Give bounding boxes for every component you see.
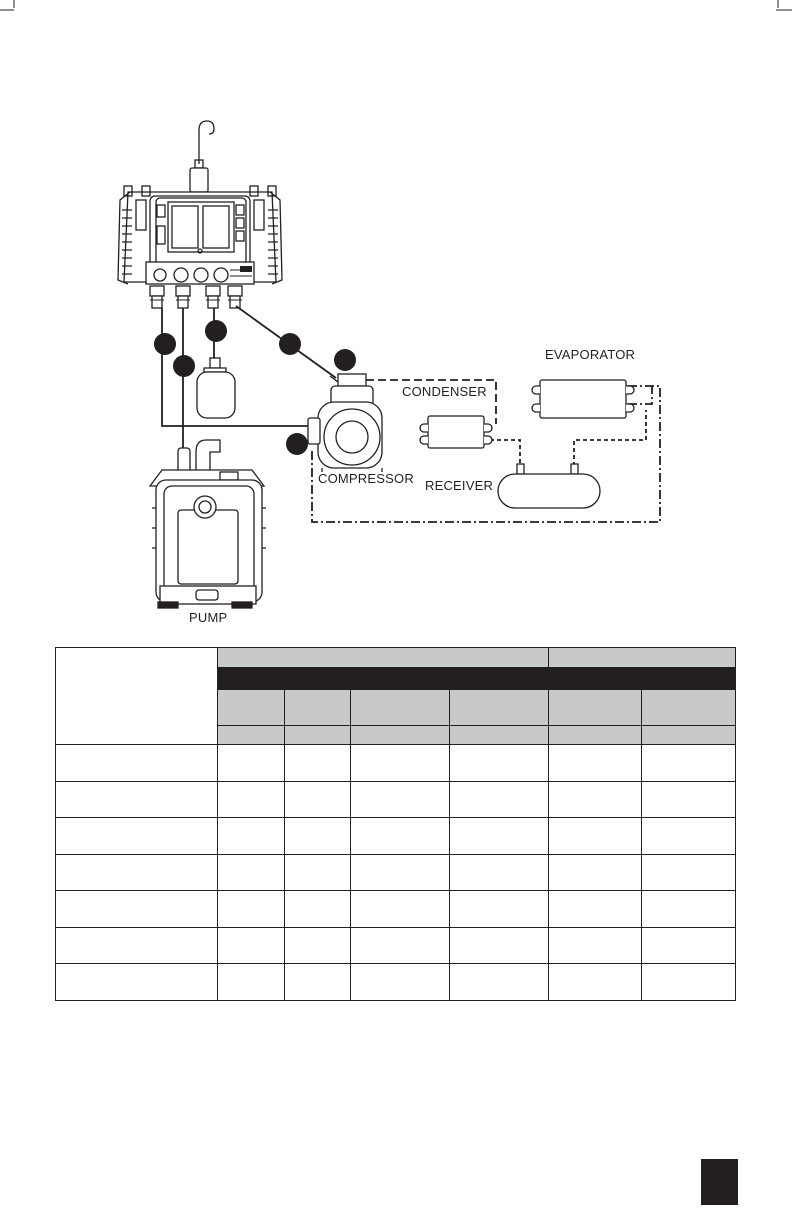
table-header-col-3 [351, 689, 450, 726]
table-row-header-cell [56, 781, 218, 818]
receiver [498, 464, 600, 508]
table-cell [351, 854, 450, 891]
table-cell [450, 818, 549, 855]
table-cell [218, 964, 285, 1001]
table-cell [218, 891, 285, 928]
table-cell [285, 927, 351, 964]
table-cell [351, 818, 450, 855]
table-cell [642, 781, 736, 818]
table-row [56, 745, 736, 782]
table-row-header-cell [56, 818, 218, 855]
label-pump: PUMP [189, 610, 228, 625]
table-unit-col-1 [218, 726, 285, 745]
table-unit-col-6 [642, 726, 736, 745]
table-cell [549, 818, 642, 855]
table-cell [450, 927, 549, 964]
table-cell [450, 891, 549, 928]
callout-marker-1 [154, 333, 176, 355]
table-cell [351, 964, 450, 1001]
table-row-header-cell [56, 964, 218, 1001]
table-cell [642, 818, 736, 855]
table-body [56, 745, 736, 1001]
table-cell [351, 745, 450, 782]
callout-marker-4 [279, 333, 301, 355]
evaporator [532, 380, 634, 418]
page-number-tab [701, 1159, 738, 1205]
table-row-header-cell [56, 745, 218, 782]
table-cell [218, 854, 285, 891]
label-condenser: CONDENSER [402, 384, 487, 399]
callout-marker-2 [173, 355, 195, 377]
table-cell [218, 927, 285, 964]
condenser [420, 416, 492, 448]
table-cell [549, 854, 642, 891]
label-receiver: RECEIVER [425, 478, 494, 493]
table-unit-col-4 [450, 726, 549, 745]
table-header-row-group [56, 648, 736, 668]
table-cell [218, 781, 285, 818]
table-cell [285, 818, 351, 855]
table-row [56, 891, 736, 928]
table-cell [285, 854, 351, 891]
crop-mark-left [0, 0, 14, 10]
callout-marker-3 [205, 320, 227, 342]
compressor [308, 374, 382, 472]
manifold-gauge [118, 121, 282, 308]
table-cell [218, 745, 285, 782]
table-header-col-5 [549, 689, 642, 726]
table-cell [351, 891, 450, 928]
label-evaporator: EVAPORATOR [545, 347, 636, 362]
table-cell [642, 891, 736, 928]
table-cell [285, 745, 351, 782]
table-header-col-4 [450, 689, 549, 726]
crop-mark-right [776, 0, 792, 10]
table-unit-col-5 [549, 726, 642, 745]
table-header-corner [56, 648, 218, 745]
vacuum-pump [150, 440, 266, 608]
table-header-col-2 [285, 689, 351, 726]
table-row [56, 927, 736, 964]
table-cell [450, 854, 549, 891]
callout-marker-6 [286, 433, 308, 455]
callout-marker-5 [334, 349, 356, 371]
table-cell [285, 781, 351, 818]
table-cell [218, 818, 285, 855]
table-cell [351, 781, 450, 818]
table-row-header-cell [56, 927, 218, 964]
table-cell [285, 891, 351, 928]
table-unit-col-2 [285, 726, 351, 745]
table-header-group-left [218, 648, 549, 668]
table-cell [642, 854, 736, 891]
table-cell [549, 745, 642, 782]
table-cell [351, 927, 450, 964]
table-header-col-6 [642, 689, 736, 726]
table-cell [642, 927, 736, 964]
table-row [56, 818, 736, 855]
table-cell [450, 964, 549, 1001]
table-cell [450, 781, 549, 818]
table-cell [450, 745, 549, 782]
table-row-header-cell [56, 891, 218, 928]
table-row [56, 854, 736, 891]
table-cell [549, 927, 642, 964]
spec-table [55, 647, 736, 1001]
table-cell [549, 781, 642, 818]
table-header-band [218, 668, 736, 689]
table-header-group-right [549, 648, 736, 668]
table-row-header-cell [56, 854, 218, 891]
table-cell [549, 964, 642, 1001]
label-compressor: COMPRESSOR [318, 471, 414, 486]
table-row [56, 964, 736, 1001]
table-header-col-1 [218, 689, 285, 726]
table-row [56, 781, 736, 818]
refrigerant-tank [197, 358, 235, 418]
table-cell [642, 745, 736, 782]
table-cell [549, 891, 642, 928]
table-cell [285, 964, 351, 1001]
table-unit-col-3 [351, 726, 450, 745]
table-cell [642, 964, 736, 1001]
